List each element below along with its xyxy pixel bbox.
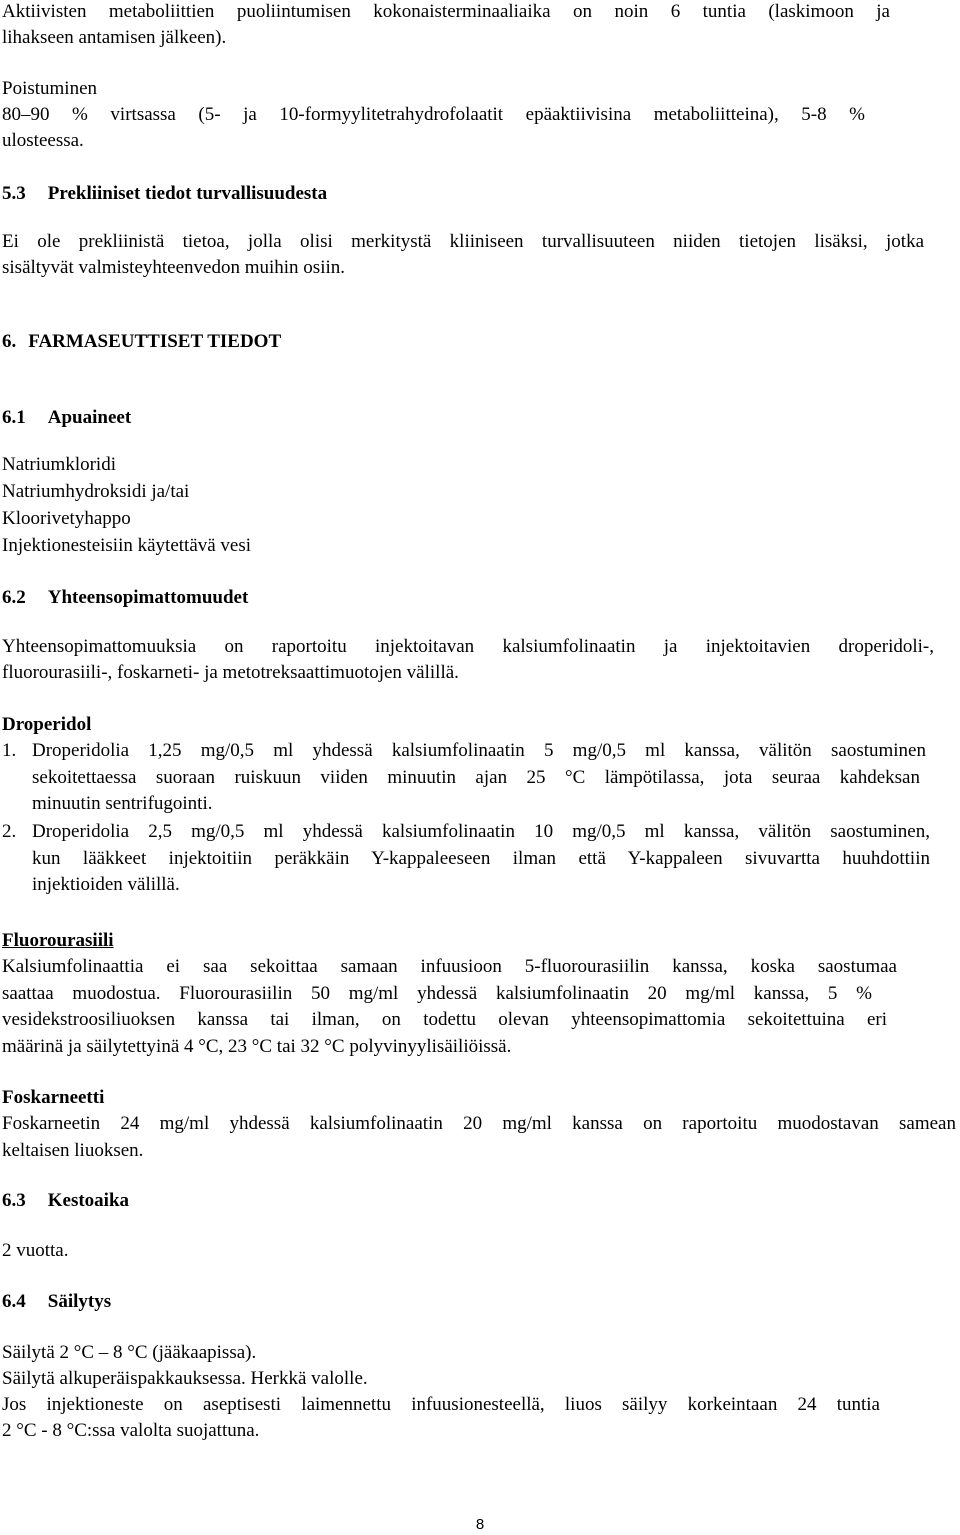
paragraph-line: saattaa muodostua. Fluorourasiilin 50 mg/ml yhdessä kalsiumfolinaatin 20 mg/ml kanssa, 5 % (2, 983, 872, 1004)
section-title: Säilytys (47, 1291, 112, 1312)
section-title: Apuaineet (47, 407, 132, 428)
section-number: 6.4 (2, 1291, 26, 1312)
paragraph-line: Aktiivisten metaboliittien puoliintumisen kokonaisterminaaliaika on noin 6 tuntia (laskimoon ja (2, 1, 890, 22)
section-number: 6. (2, 331, 17, 352)
paragraph-line: keltaisen liuoksen. (2, 1140, 144, 1161)
section-number: 5.3 (2, 183, 26, 204)
paragraph-line: ulosteessa. (2, 130, 84, 151)
paragraph-line: Säilytä alkuperäispakkauksessa. Herkkä valolle. (2, 1368, 368, 1389)
section-heading (2, 330, 281, 354)
subheading-fluorouracil: Fluorourasiili (2, 930, 114, 951)
list-item: Injektionesteisiin käytettävä vesi (2, 535, 252, 556)
paragraph-line: Ei ole prekliinistä tietoa, jolla olisi merkitystä kliiniseen turvallisuuteen niiden tietojen lisäksi, jotka (2, 231, 924, 252)
subheading-droperidol: Droperidol (2, 714, 92, 735)
section-number: 6.1 (2, 407, 26, 428)
paragraph-line: fluorourasiili-, foskarneti- ja metotreksaattimuotojen välillä. (2, 662, 459, 683)
paragraph-line: Foskarneetin 24 mg/ml yhdessä kalsiumfolinaatin 20 mg/ml kanssa on raportoitu muodostavan samean (2, 1113, 956, 1134)
paragraph-line: sekoitettaessa suoraan ruiskuun viiden minuutin ajan 25 °C lämpötilassa, jota seuraa kahdeksan (32, 767, 920, 788)
subheading-foscarnet: Foskarneetti (2, 1087, 105, 1108)
section-title: Yhteensopimattomuudet (47, 587, 249, 608)
list-item: Natriumhydroksidi ja/tai (2, 481, 190, 502)
paragraph-line: minuutin sentrifugointi. (32, 793, 213, 814)
paragraph-line: 2 vuotta. (2, 1240, 69, 1261)
list-item: Natriumkloridi (2, 454, 116, 475)
paragraph-line: 2 °C - 8 °C:ssa valolta suojattuna. (2, 1420, 260, 1441)
section-heading (2, 586, 248, 610)
paragraph-line: Kalsiumfolinaattia ei saa sekoittaa samaan infuusioon 5-fluorourasiilin kanssa, koska saostumaa (2, 956, 897, 977)
paragraph-line: Droperidolia 1,25 mg/0,5 ml yhdessä kalsiumfolinaatin 5 mg/0,5 ml kanssa, välitön saostuminen (32, 740, 926, 761)
subheading: Poistuminen (2, 78, 98, 99)
section-heading (2, 1290, 111, 1314)
paragraph-line: Droperidolia 2,5 mg/0,5 ml yhdessä kalsiumfolinaatin 10 mg/0,5 ml kanssa, välitön saostuminen, (32, 821, 930, 842)
section-heading (2, 1189, 129, 1213)
paragraph-line: vesidekstroosiliuoksen kanssa tai ilman, on todettu olevan yhteensopimattomia sekoitettuina eri (2, 1009, 887, 1030)
section-number: 6.3 (2, 1190, 26, 1211)
section-heading (2, 406, 131, 430)
section-title: Prekliiniset tiedot turvallisuudesta (47, 183, 328, 204)
paragraph-line: sisältyvät valmisteyhteenvedon muihin osiin. (2, 257, 346, 278)
list-number: 1. (2, 740, 17, 761)
list-item: Kloorivetyhappo (2, 508, 131, 529)
paragraph-line: Säilytä 2 °C – 8 °C (jääkaapissa). (2, 1342, 257, 1363)
page-number: 8 (475, 1516, 485, 1533)
list-number: 2. (2, 821, 17, 842)
section-heading (2, 182, 327, 206)
section-number: 6.2 (2, 587, 26, 608)
section-title: FARMASEUTTISET TIEDOT (28, 331, 282, 352)
paragraph-line: Yhteensopimattomuuksia on raportoitu injektoitavan kalsiumfolinaatin ja injektoitavien droperidoli-, (2, 636, 934, 657)
paragraph-line: määrinä ja säilytettyinä 4 °C, 23 °C tai 32 °C polyvinyylisäiliöissä. (2, 1036, 512, 1057)
section-title: Kestoaika (47, 1190, 130, 1211)
paragraph-line: 80–90 % virtsassa (5- ja 10-formyylitetrahydrofolaatit epäaktiivisina metaboliitteina), 5-8 % (2, 104, 865, 125)
paragraph-line: kun lääkkeet injektoitiin peräkkäin Y-kappaleeseen ilman että Y-kappaleen sivuvartta huuhdottiin (32, 848, 930, 869)
paragraph-line: lihakseen antamisen jälkeen). (2, 27, 227, 48)
paragraph-line: Jos injektioneste on aseptisesti laimennettu infuusionesteellä, liuos säilyy korkeintaan 24 tuntia (2, 1394, 880, 1415)
paragraph-line: injektioiden välillä. (32, 874, 180, 895)
